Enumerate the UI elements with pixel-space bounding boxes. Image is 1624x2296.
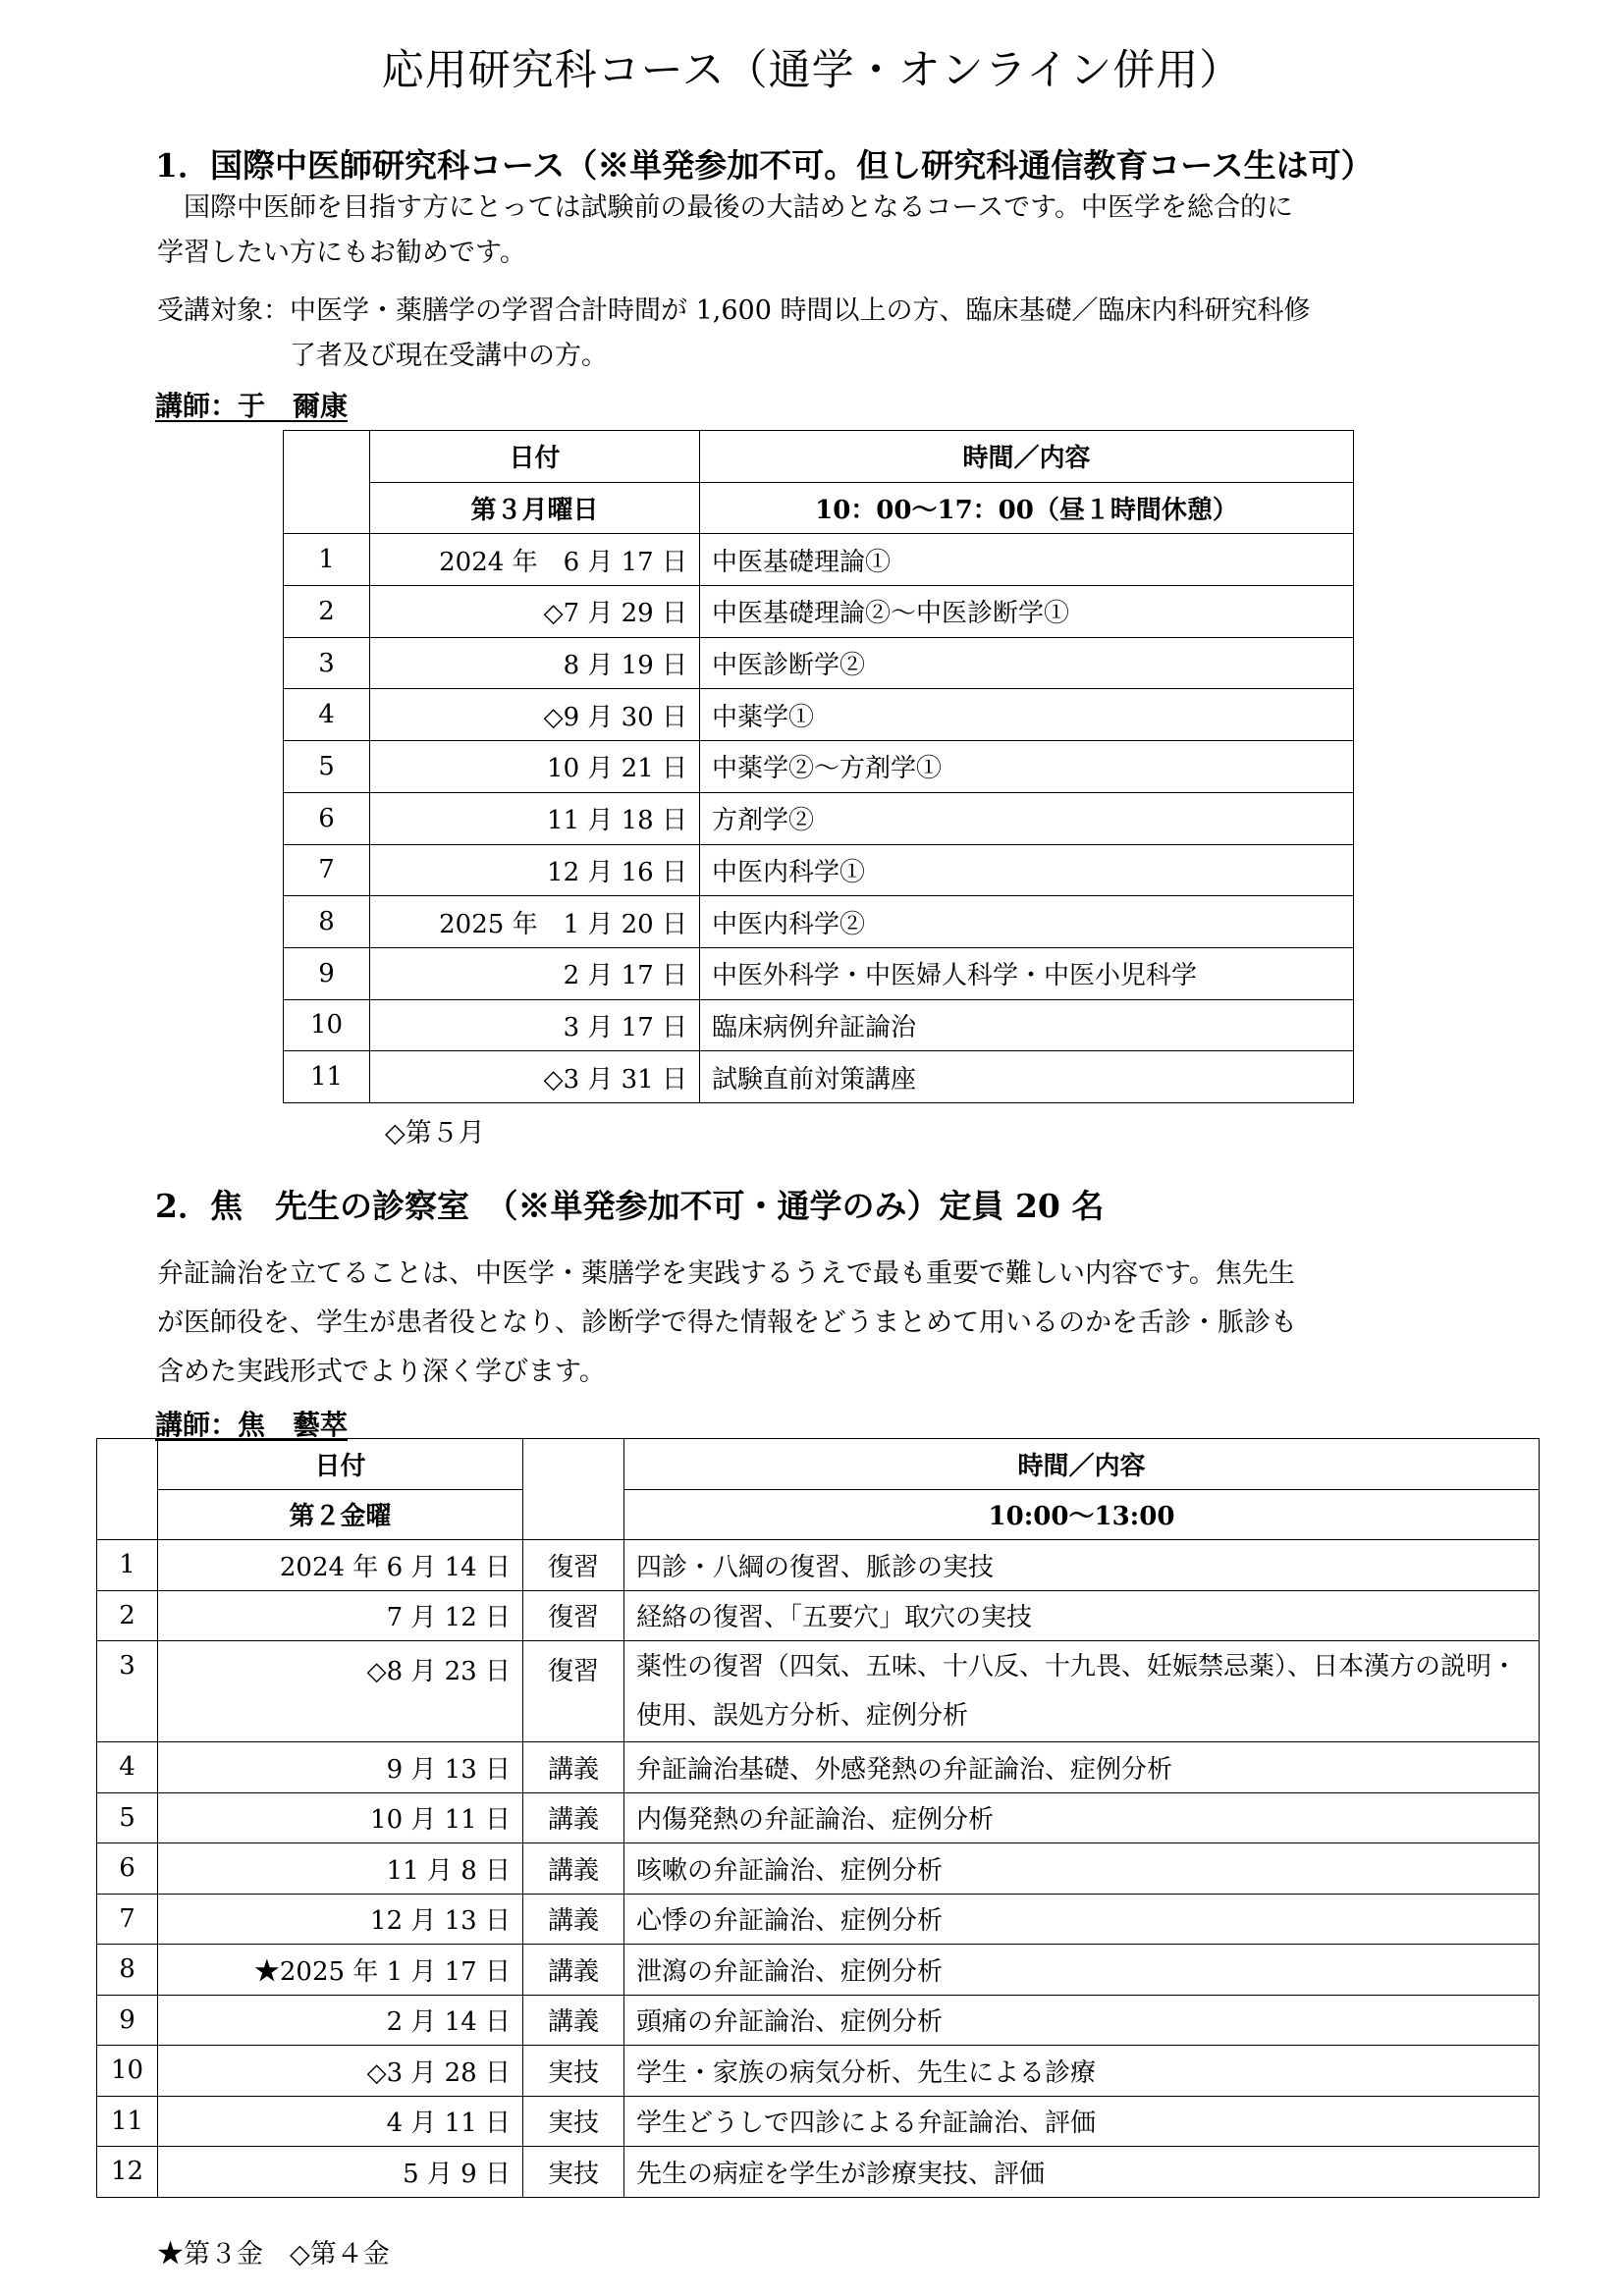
section2-footnote: ★第３金 ◇第４金 (157, 2239, 390, 2269)
table-row (97, 1641, 1540, 1742)
row-date: ◇9 月 30 日 (370, 689, 700, 741)
row-content: 四診・八綱の復習、脈診の実技 (624, 1540, 1540, 1591)
row-date: 11 月 8 日 (158, 1843, 523, 1895)
row-number: 11 (97, 2096, 158, 2147)
page-title: 応用研究科コース（通学・オンライン併用） (381, 46, 1243, 95)
row-date: 2 月 17 日 (370, 947, 700, 999)
row-date: 12 月 16 日 (370, 844, 700, 896)
content-header: 時間／内容 (624, 1439, 1540, 1490)
row-content: 臨床病例弁証論治 (700, 999, 1354, 1051)
row-content: 咳嗽の弁証論治、症例分析 (624, 1843, 1540, 1895)
table-row (284, 844, 1354, 896)
table-row (284, 999, 1354, 1051)
row-category: 講義 (523, 1792, 624, 1843)
row-date: 2025 年 1 月 20 日 (370, 896, 700, 948)
row-category: 復習 (523, 1540, 624, 1591)
date-header: 日付 (158, 1439, 523, 1490)
content-subheader: 10:00〜13:00 (624, 1489, 1540, 1540)
table-header-row (97, 1439, 1540, 1490)
table-subheader-row (97, 1489, 1540, 1540)
row-date: 12 月 13 日 (158, 1894, 523, 1945)
row-number: 8 (284, 896, 370, 948)
row-number: 10 (284, 999, 370, 1051)
table-row (97, 1590, 1540, 1641)
table-row (284, 896, 1354, 948)
row-content: 学生どうしで四診による弁証論治、評価 (624, 2096, 1540, 2147)
table-row (97, 2147, 1540, 2198)
row-number: 9 (284, 947, 370, 999)
table-row (284, 792, 1354, 844)
row-number: 4 (97, 1742, 158, 1793)
row-category: 実技 (523, 2147, 624, 2198)
row-date: 11 月 18 日 (370, 792, 700, 844)
table-row (284, 947, 1354, 999)
content-header: 時間／内容 (700, 431, 1354, 483)
row-category: 復習 (523, 1590, 624, 1641)
date-subheader: 第２金曜 (158, 1489, 523, 1540)
table-row (284, 689, 1354, 741)
row-content: 経絡の復習、「五要穴」取穴の実技 (624, 1590, 1540, 1641)
row-date: 3 月 17 日 (370, 999, 700, 1051)
row-number: 7 (97, 1894, 158, 1945)
row-date: ◇8 月 23 日 (158, 1641, 523, 1742)
date-subheader: 第３月曜日 (370, 482, 700, 534)
row-content: 中医内科学① (700, 844, 1354, 896)
section1-heading: 1．国際中医師研究科コース（※単発参加不可。但し研究科通信教育コース生は可） (155, 146, 1374, 185)
row-category: 実技 (523, 2096, 624, 2147)
row-content: 中医診断学② (700, 637, 1354, 689)
row-date: 7 月 12 日 (158, 1590, 523, 1641)
row-content: 方剤学② (700, 792, 1354, 844)
section2-heading: 2．焦 先生の診察室 （※単発参加不可・通学のみ）定員 20 名 (155, 1187, 1105, 1225)
table-row (97, 1894, 1540, 1945)
table-row (97, 1843, 1540, 1895)
section1-teacher: 講師：于 爾康 (155, 390, 349, 422)
row-category: 講義 (523, 1995, 624, 2046)
table-row (284, 741, 1354, 793)
row-date: ◇3 月 31 日 (370, 1051, 700, 1103)
row-content: 中医外科学・中医婦人科学・中医小児科学 (700, 947, 1354, 999)
row-content: 中医内科学② (700, 896, 1354, 948)
row-number: 5 (97, 1792, 158, 1843)
row-number: 1 (284, 534, 370, 586)
row-number: 6 (284, 792, 370, 844)
section1-footnote: ◇第５月 (385, 1118, 485, 1148)
row-number: 10 (97, 2046, 158, 2097)
row-date: ★2025 年 1 月 17 日 (158, 1945, 523, 1996)
row-category: 講義 (523, 1945, 624, 1996)
number-header-cell (284, 431, 370, 534)
section1-target-line1: 受講対象：中医学・薬膳学の学習合計時間が 1,600 時間以上の方、臨床基礎／臨床内科研究科修 (157, 295, 1311, 326)
row-number: 3 (97, 1641, 158, 1742)
row-date: ◇7 月 29 日 (370, 586, 700, 638)
row-content: 弁証論治基礎、外感発熱の弁証論治、症例分析 (624, 1742, 1540, 1793)
table-row (97, 1995, 1540, 2046)
row-content: 薬性の復習（四気、五味、十八反、十九畏、妊娠禁忌薬）、日本漢方の説明・使用、誤処方分析、症例分析 (624, 1641, 1540, 1742)
table-row (97, 1945, 1540, 1996)
section2-intro-line2: が医師役を、学生が患者役となり、診断学で得た情報をどうまとめて用いるのかを舌診・脈診も (157, 1308, 1297, 1338)
row-content: 泄瀉の弁証論治、症例分析 (624, 1945, 1540, 1996)
row-number: 3 (284, 637, 370, 689)
row-number: 2 (97, 1590, 158, 1641)
category-header-cell (523, 1439, 624, 1540)
section2-intro-line1: 弁証論治を立てることは、中医学・薬膳学を実践するうえで最も重要で難しい内容です。焦先生 (157, 1258, 1295, 1289)
row-content: 中薬学① (700, 689, 1354, 741)
row-category: 講義 (523, 1742, 624, 1793)
row-number: 8 (97, 1945, 158, 1996)
row-number: 7 (284, 844, 370, 896)
row-content: 試験直前対策講座 (700, 1051, 1354, 1103)
row-content: 中医基礎理論②〜中医診断学① (700, 586, 1354, 638)
row-date: 2024 年 6 月 17 日 (370, 534, 700, 586)
row-content: 中医基礎理論① (700, 534, 1354, 586)
row-content: 内傷発熱の弁証論治、症例分析 (624, 1792, 1540, 1843)
row-number: 1 (97, 1540, 158, 1591)
section2-schedule-table (96, 1438, 1540, 2198)
row-number: 6 (97, 1843, 158, 1895)
row-date: 9 月 13 日 (158, 1742, 523, 1793)
section1-intro-line2: 学習したい方にもお勧めです。 (157, 238, 526, 268)
row-date: 10 月 11 日 (158, 1792, 523, 1843)
row-number: 2 (284, 586, 370, 638)
row-content: 頭痛の弁証論治、症例分析 (624, 1995, 1540, 2046)
table-header-row (284, 431, 1354, 483)
row-content: 心悸の弁証論治、症例分析 (624, 1894, 1540, 1945)
section2-teacher: 講師：焦 藝萃 (155, 1409, 349, 1441)
row-content: 先生の病症を学生が診療実技、評価 (624, 2147, 1540, 2198)
table-subheader-row (284, 482, 1354, 534)
table-row (97, 1742, 1540, 1793)
table-row (97, 1792, 1540, 1843)
row-category: 講義 (523, 1894, 624, 1945)
row-category: 講義 (523, 1843, 624, 1895)
section1-target-line2: 了者及び現在受講中の方。 (157, 341, 608, 371)
row-number: 11 (284, 1051, 370, 1103)
row-number: 12 (97, 2147, 158, 2198)
row-date: ◇3 月 28 日 (158, 2046, 523, 2097)
row-date: 4 月 11 日 (158, 2096, 523, 2147)
table-row (284, 637, 1354, 689)
table-row (284, 586, 1354, 638)
row-date: 8 月 19 日 (370, 637, 700, 689)
table-row (97, 2046, 1540, 2097)
row-category: 実技 (523, 2046, 624, 2097)
row-date: 2024 年 6 月 14 日 (158, 1540, 523, 1591)
table-row (97, 2096, 1540, 2147)
number-header-cell (97, 1439, 158, 1540)
row-number: 4 (284, 689, 370, 741)
table-row (284, 1051, 1354, 1103)
table-row (97, 1540, 1540, 1591)
section1-intro-line1: 国際中医師を目指す方にとっては試験前の最後の大詰めとなるコースです。中医学を総合的に (157, 192, 1293, 223)
row-date: 2 月 14 日 (158, 1995, 523, 2046)
row-content: 中薬学②〜方剤学① (700, 741, 1354, 793)
section1-schedule-table (283, 430, 1354, 1103)
row-content: 学生・家族の病気分析、先生による診療 (624, 2046, 1540, 2097)
row-number: 5 (284, 741, 370, 793)
date-header: 日付 (370, 431, 700, 483)
section2-intro-line3: 含めた実践形式でより深く学びます。 (157, 1357, 606, 1387)
row-number: 9 (97, 1995, 158, 2046)
row-category: 復習 (523, 1641, 624, 1742)
row-date: 10 月 21 日 (370, 741, 700, 793)
row-date: 5 月 9 日 (158, 2147, 523, 2198)
table-row (284, 534, 1354, 586)
content-subheader: 10：00〜17：00（昼１時間休憩） (700, 482, 1354, 534)
